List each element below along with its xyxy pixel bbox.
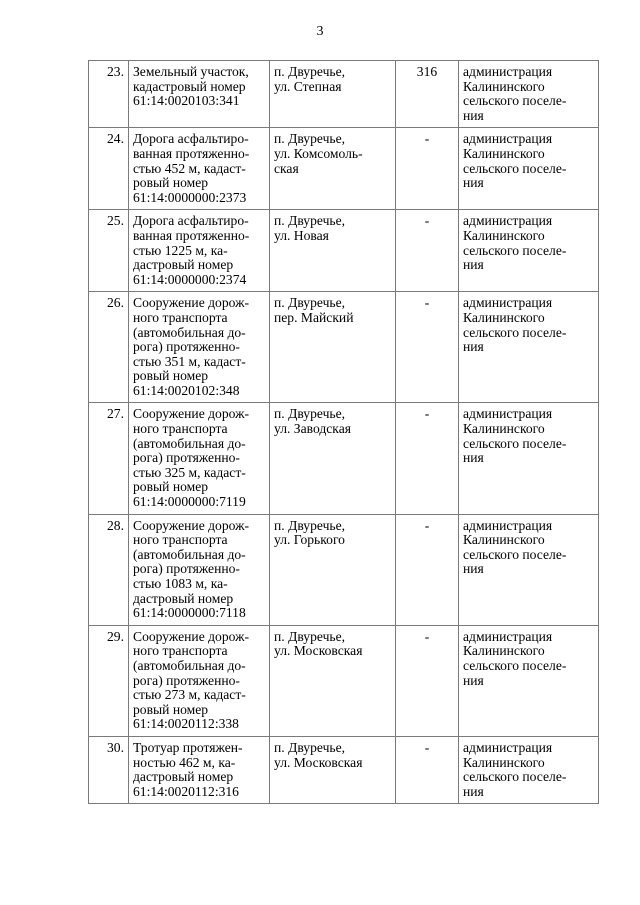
- object-description-line: ванная протяженно-: [133, 227, 250, 243]
- table-row: [89, 61, 599, 128]
- object-owner: [459, 61, 599, 128]
- object-address-line: ул. Новая: [274, 227, 329, 243]
- object-owner: [459, 210, 599, 292]
- property-registry-table: [88, 60, 599, 804]
- object-description-line: стью 351 м, кадаст-: [133, 353, 246, 369]
- row-number: 27.: [89, 403, 129, 514]
- object-address-line: ул. Московская: [274, 643, 363, 659]
- object-description-line: Дорога асфальтиро-: [133, 213, 249, 229]
- object-description: [129, 514, 270, 625]
- object-description-line: (автомобильная до-: [133, 324, 246, 340]
- object-owner-line: администрация: [463, 295, 553, 311]
- object-description: [129, 625, 270, 736]
- object-description: [129, 403, 270, 514]
- object-address: [270, 736, 396, 803]
- object-description-line: 61:14:0000000:2374: [133, 271, 247, 287]
- object-description-line: ровый номер: [133, 175, 209, 191]
- object-description-line: ровый номер: [133, 701, 209, 717]
- object-description-line: стью 1225 м, ка-: [133, 242, 228, 258]
- object-description-line: дастровый номер: [133, 590, 234, 606]
- object-owner-line: сельского поселе-: [463, 242, 567, 258]
- object-description-line: рога) протяженно-: [133, 672, 240, 688]
- object-owner: [459, 625, 599, 736]
- object-area: -: [396, 128, 459, 210]
- object-description-line: Сооружение дорож-: [133, 517, 250, 533]
- object-description-line: 61:14:0020112:316: [133, 783, 239, 799]
- object-address: [270, 128, 396, 210]
- object-owner: [459, 128, 599, 210]
- object-owner-line: администрация: [463, 213, 553, 229]
- object-address-line: п. Двуречье,: [274, 64, 346, 79]
- object-address-line: ул. Комсомоль-: [274, 145, 363, 161]
- object-description-line: ного транспорта: [133, 532, 228, 548]
- object-owner-line: ния: [463, 339, 484, 355]
- object-description-line: Сооружение дорож-: [133, 406, 250, 422]
- object-description-line: 61:14:0020102:348: [133, 382, 240, 398]
- table-row: [89, 403, 599, 514]
- object-address-line: п. Двуречье,: [274, 739, 346, 755]
- object-address-line: п. Двуречье,: [274, 131, 346, 147]
- object-owner: [459, 514, 599, 625]
- object-description: [129, 61, 270, 128]
- object-description-line: рога) протяженно-: [133, 450, 240, 466]
- object-address-line: п. Двуречье,: [274, 517, 346, 533]
- object-description-line: 61:14:0000000:2373: [133, 189, 247, 205]
- object-area: -: [396, 292, 459, 403]
- object-address: [270, 61, 396, 128]
- object-description-line: ровый номер: [133, 368, 209, 384]
- object-owner-line: Калининского: [463, 754, 545, 770]
- object-owner-line: администрация: [463, 64, 553, 79]
- object-owner-line: Калининского: [463, 227, 545, 243]
- object-description-line: рога) протяженно-: [133, 339, 240, 355]
- object-address-line: ул. Заводская: [274, 421, 351, 437]
- object-owner-line: ния: [463, 257, 484, 273]
- object-area: -: [396, 210, 459, 292]
- object-description-line: (автомобильная до-: [133, 435, 246, 451]
- object-description-line: ровый номер: [133, 479, 209, 495]
- object-area: -: [396, 403, 459, 514]
- object-address: [270, 403, 396, 514]
- object-owner-line: Калининского: [463, 532, 545, 548]
- object-description-line: стью 325 м, кадаст-: [133, 464, 246, 480]
- table-row: [89, 210, 599, 292]
- row-number: 23.: [89, 61, 129, 128]
- row-number: 26.: [89, 292, 129, 403]
- object-description: [129, 292, 270, 403]
- object-description: [129, 128, 270, 210]
- object-description-line: (автомобильная до-: [133, 546, 246, 562]
- row-number: 28.: [89, 514, 129, 625]
- row-number: 25.: [89, 210, 129, 292]
- object-description-line: Сооружение дорож-: [133, 628, 250, 644]
- object-owner-line: ния: [463, 107, 484, 123]
- object-owner-line: ния: [463, 672, 484, 688]
- object-owner: [459, 736, 599, 803]
- object-address-line: ул. Степная: [274, 78, 342, 94]
- object-description: [129, 736, 270, 803]
- object-description-line: ностью 462 м, ка-: [133, 754, 236, 770]
- object-owner: [459, 403, 599, 514]
- object-description-line: 61:14:0020103:341: [133, 93, 240, 109]
- object-area: -: [396, 514, 459, 625]
- object-description-line: Дорога асфальтиро-: [133, 131, 249, 147]
- object-address-line: п. Двуречье,: [274, 406, 346, 422]
- object-owner-line: ния: [463, 450, 484, 466]
- page-number: 3: [316, 24, 324, 39]
- object-description-line: Тротуар протяжен-: [133, 739, 243, 755]
- object-description-line: дастровый номер: [133, 257, 234, 273]
- object-owner-line: администрация: [463, 628, 553, 644]
- object-description: [129, 210, 270, 292]
- object-owner-line: Калининского: [463, 421, 545, 437]
- object-owner-line: сельского поселе-: [463, 657, 567, 673]
- row-number: 24.: [89, 128, 129, 210]
- object-address-line: пер. Майский: [274, 309, 354, 325]
- object-owner-line: ния: [463, 175, 484, 191]
- object-description-line: ного транспорта: [133, 309, 228, 325]
- object-owner-line: ния: [463, 561, 484, 577]
- object-owner-line: администрация: [463, 739, 553, 755]
- object-address-line: ул. Московская: [274, 754, 363, 770]
- object-description-line: 61:14:0020112:338: [133, 716, 239, 732]
- table-row: [89, 736, 599, 803]
- object-description-line: стью 452 м, кадаст-: [133, 160, 246, 176]
- object-address-line: ская: [274, 160, 299, 176]
- object-area: -: [396, 736, 459, 803]
- object-owner-line: сельского поселе-: [463, 769, 567, 785]
- object-owner-line: администрация: [463, 131, 553, 147]
- row-number: 29.: [89, 625, 129, 736]
- object-owner-line: сельского поселе-: [463, 435, 567, 451]
- table-row: [89, 625, 599, 736]
- object-owner-line: сельского поселе-: [463, 324, 567, 340]
- object-owner-line: ния: [463, 783, 484, 799]
- object-description-line: ного транспорта: [133, 421, 228, 437]
- object-owner-line: сельского поселе-: [463, 546, 567, 562]
- object-owner: [459, 292, 599, 403]
- object-area: 316: [396, 61, 459, 128]
- object-owner-line: Калининского: [463, 643, 545, 659]
- object-address: [270, 625, 396, 736]
- object-owner-line: Калининского: [463, 145, 545, 161]
- object-description-line: (автомобильная до-: [133, 657, 246, 673]
- object-description-line: дастровый номер: [133, 769, 234, 785]
- object-description-line: ванная протяженно-: [133, 145, 250, 161]
- object-address: [270, 514, 396, 625]
- registry-table-body: [89, 61, 599, 804]
- object-description-line: Сооружение дорож-: [133, 295, 250, 311]
- object-description-line: стью 273 м, кадаст-: [133, 687, 246, 703]
- object-area: -: [396, 625, 459, 736]
- object-owner-line: Калининского: [463, 78, 545, 94]
- object-description-line: ного транспорта: [133, 643, 228, 659]
- object-address: [270, 292, 396, 403]
- object-owner-line: сельского поселе-: [463, 93, 567, 109]
- object-description-line: 61:14:0000000:7119: [133, 494, 246, 510]
- object-description-line: стью 1083 м, ка-: [133, 576, 228, 591]
- table-row: [89, 292, 599, 403]
- object-address-line: ул. Горького: [274, 532, 345, 548]
- object-address: [270, 210, 396, 292]
- object-description-line: кадастровый номер: [133, 78, 246, 94]
- object-address-line: п. Двуречье,: [274, 628, 346, 644]
- table-row: [89, 128, 599, 210]
- object-owner-line: администрация: [463, 406, 553, 422]
- object-address-line: п. Двуречье,: [274, 213, 346, 229]
- object-description-line: рога) протяженно-: [133, 561, 240, 577]
- object-description-line: 61:14:0000000:7118: [133, 605, 246, 621]
- object-owner-line: администрация: [463, 517, 553, 533]
- object-owner-line: сельского поселе-: [463, 160, 567, 176]
- object-address-line: п. Двуречье,: [274, 295, 346, 311]
- object-description-line: Земельный участок,: [133, 64, 249, 79]
- object-owner-line: Калининского: [463, 309, 545, 325]
- table-row: [89, 514, 599, 625]
- row-number: 30.: [89, 736, 129, 803]
